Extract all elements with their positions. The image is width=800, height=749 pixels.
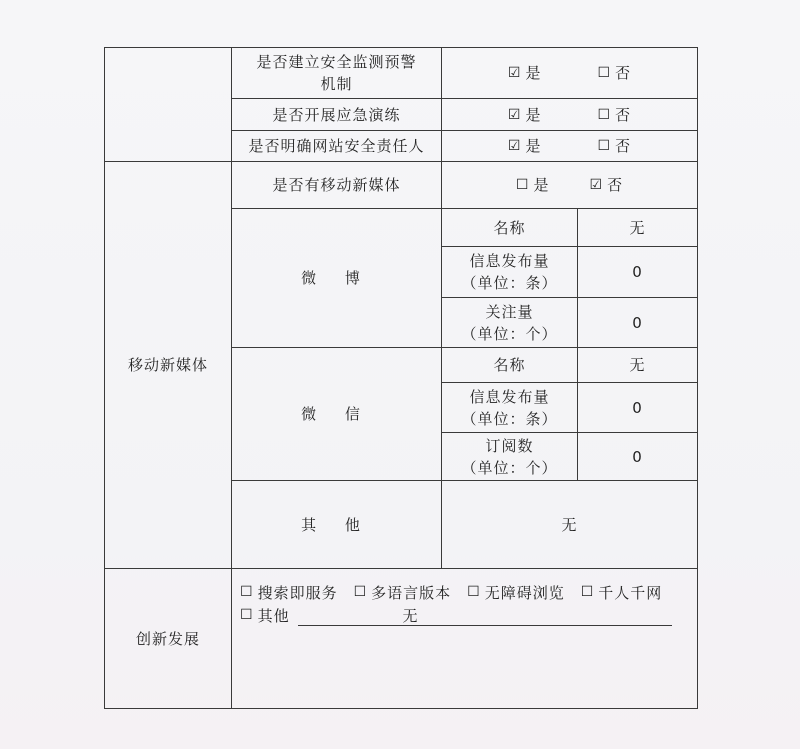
checked-box-icon: ☑: [507, 138, 522, 154]
empty-box-icon: ☐: [515, 177, 530, 193]
has-mobile-options: [442, 162, 697, 208]
option-multilingual[interactable]: [354, 582, 452, 603]
option-label: 否: [615, 105, 632, 124]
label-line: 其 他: [301, 515, 372, 534]
wechat-name-value: [578, 348, 697, 382]
checkbox-yes-checked[interactable]: [508, 62, 542, 84]
option-search-as-service[interactable]: [240, 582, 338, 603]
wechat-posts-label: [442, 383, 577, 432]
weibo-followers-label: [442, 298, 577, 347]
safety-row-3-label: [232, 131, 441, 161]
checkbox-yes[interactable]: [516, 174, 550, 196]
innovation-other-value[interactable]: [380, 604, 440, 626]
wechat-label: [232, 348, 441, 480]
mobile-section-label: [105, 162, 231, 568]
option-label: 是: [525, 64, 542, 82]
label-line: 信息发布量: [469, 252, 550, 270]
safety-row-2-label: [232, 99, 441, 130]
wechat-name-label: [442, 348, 577, 382]
option-label: 否: [615, 137, 632, 155]
label-line: 机制: [320, 75, 353, 93]
safety-row-1-options: [442, 48, 697, 98]
checked-box-icon: ☑: [589, 177, 604, 193]
option-other[interactable]: [240, 605, 290, 626]
value-text: 无: [629, 356, 646, 374]
option-label: 千人千网: [598, 583, 663, 602]
option-label: 无障碍浏览: [484, 583, 565, 602]
weibo-posts-label: [442, 247, 577, 297]
weibo-followers-value: [578, 298, 697, 347]
empty-box-icon: ☐: [240, 584, 254, 600]
safety-row-2-options: [442, 99, 697, 130]
option-label: 是: [525, 137, 542, 155]
value-text: 无: [629, 218, 646, 237]
empty-box-icon: ☐: [597, 106, 612, 123]
option-label: 是: [525, 105, 542, 124]
empty-box-icon: ☐: [580, 584, 595, 600]
checkbox-yes-checked[interactable]: [508, 104, 542, 126]
section-label-text: 创新发展: [135, 629, 200, 648]
label-line: 是否建立安全监测预警: [256, 53, 417, 71]
label-line: 名称: [493, 356, 526, 374]
label-line: 信息发布量: [469, 387, 550, 406]
option-label: 搜索即服务: [257, 583, 338, 602]
table-border-right: [697, 47, 698, 709]
checkbox-no[interactable]: [598, 104, 632, 126]
value-text: 0: [632, 263, 643, 281]
wechat-subscribers-label: [442, 433, 577, 480]
wechat-subscribers-value: [578, 433, 697, 480]
option-accessibility[interactable]: [467, 582, 565, 603]
weibo-name-label: [442, 209, 577, 246]
option-label: 多语言版本: [371, 583, 452, 602]
unit-line: （单位：条）: [461, 274, 558, 292]
safety-row-1-label: [232, 48, 441, 98]
empty-box-icon: ☐: [597, 65, 612, 81]
wechat-posts-value: [578, 383, 697, 432]
label-line: 微 博: [301, 269, 372, 287]
other-media-label: [232, 481, 441, 568]
value-text: 无: [561, 515, 578, 534]
value-text: 0: [632, 313, 643, 332]
label-line: 是否开展应急演练: [272, 105, 401, 124]
label-line: 是否明确网站安全责任人: [248, 137, 425, 155]
other-media-value: [442, 481, 697, 568]
section-label-text: 移动新媒体: [127, 356, 208, 374]
innovation-options-row: [240, 580, 662, 604]
weibo-posts-value: [578, 247, 697, 297]
unit-line: （单位：条）: [461, 409, 558, 428]
checked-box-icon: ☑: [507, 106, 522, 123]
label-line: 微 信: [301, 405, 372, 423]
checked-box-icon: ☑: [507, 65, 522, 81]
empty-box-icon: ☐: [353, 584, 368, 600]
empty-box-icon: ☐: [597, 138, 612, 154]
empty-box-icon: ☐: [240, 607, 254, 623]
empty-box-icon: ☐: [467, 584, 481, 600]
checkbox-no[interactable]: [598, 62, 632, 84]
has-mobile-label: [232, 162, 441, 208]
weibo-name-value: [578, 209, 697, 246]
label-line: 订阅数: [485, 436, 534, 455]
checkbox-no-checked[interactable]: [590, 174, 624, 196]
label-line: 关注量: [485, 302, 534, 321]
value-text: 0: [632, 447, 643, 466]
checkbox-yes-checked[interactable]: [508, 135, 542, 157]
table-border-bottom: [104, 708, 698, 709]
unit-line: （单位：个）: [461, 324, 558, 343]
safety-row-3-options: [442, 131, 697, 161]
label-line: 名称: [493, 218, 526, 237]
checkbox-no[interactable]: [598, 135, 632, 157]
fill-in-underline: [298, 625, 672, 626]
innovation-other-row: [240, 604, 290, 626]
innovation-section-label: [105, 569, 231, 708]
option-label: 其他: [257, 606, 290, 625]
unit-line: （单位：个）: [461, 458, 558, 477]
option-label: 否: [615, 64, 632, 82]
option-label: 否: [607, 176, 624, 194]
label-line: 是否有移动新媒体: [272, 176, 401, 194]
value-text: 无: [402, 606, 418, 625]
value-text: 0: [632, 398, 643, 417]
option-label: 是: [533, 176, 550, 194]
option-personalized[interactable]: [581, 582, 663, 603]
weibo-label: [232, 209, 441, 347]
